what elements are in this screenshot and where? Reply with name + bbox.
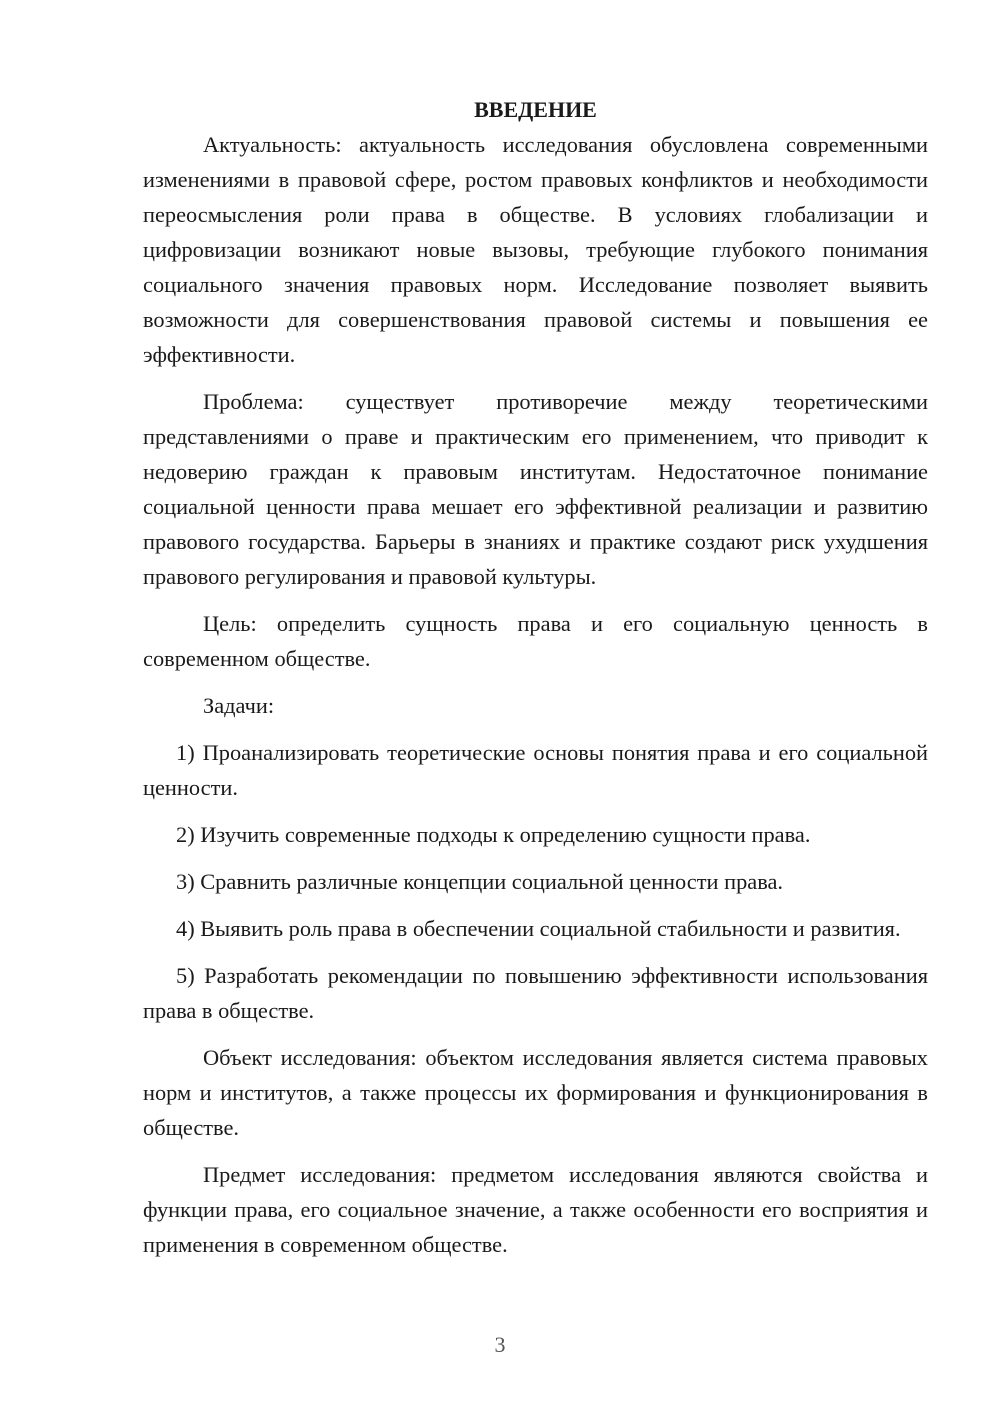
paragraph-goal: Цель: определить сущность права и его социальную ценность в современном обществе. <box>143 611 928 671</box>
paragraph-object: Объект исследования: объектом исследования является система правовых норм и институтов, а также процессы их формирования и функционирования в обществе. <box>143 1045 928 1140</box>
task-item-3: 3) Сравнить различные концепции социальной ценности права. <box>176 869 784 894</box>
task-item-2: 2) Изучить современные подходы к определению сущности права. <box>176 822 811 847</box>
task-item-4: 4) Выявить роль права в обеспечении социальной стабильности и развития. <box>176 916 901 941</box>
section-title: ВВЕДЕНИЕ <box>474 97 597 122</box>
tasks-heading: Задачи: <box>203 693 275 718</box>
task-item-5: 5) Разработать рекомендации по повышению эффективности использования права в обществе. <box>143 963 928 1023</box>
document-page <box>143 92 928 1262</box>
paragraph-subject: Предмет исследования: предметом исследования являются свойства и функции права, его социальное значение, а также особенности его восприятия и применения в современном обществе. <box>143 1162 928 1257</box>
paragraph-relevance: Актуальность: актуальность исследования обусловлена современными изменениями в правовой сфере, ростом правовых конфликтов и необходимости переосмысления роли права в обществе. В условиях глобализации и цифровизации возникают новые вызовы, требующие глубокого понимания социального значения правовых норм. Исследование позволяет выявить возможности для совершенствования правовой системы и повышения ее эффективности. <box>143 132 928 367</box>
paragraph-problem: Проблема: существует противоречие между теоретическими представлениями о праве и практическим его применением, что приводит к недоверию граждан к правовым институтам. Недостаточное понимание социальной ценности права мешает его эффективной реализации и развитию правового государства. Барьеры в знаниях и практике создают риск ухудшения правового регулирования и правовой культуры. <box>143 389 928 589</box>
task-item-1: 1) Проанализировать теоретические основы понятия права и его социальной ценности. <box>143 740 928 800</box>
page-number: 3 <box>494 1332 506 1357</box>
